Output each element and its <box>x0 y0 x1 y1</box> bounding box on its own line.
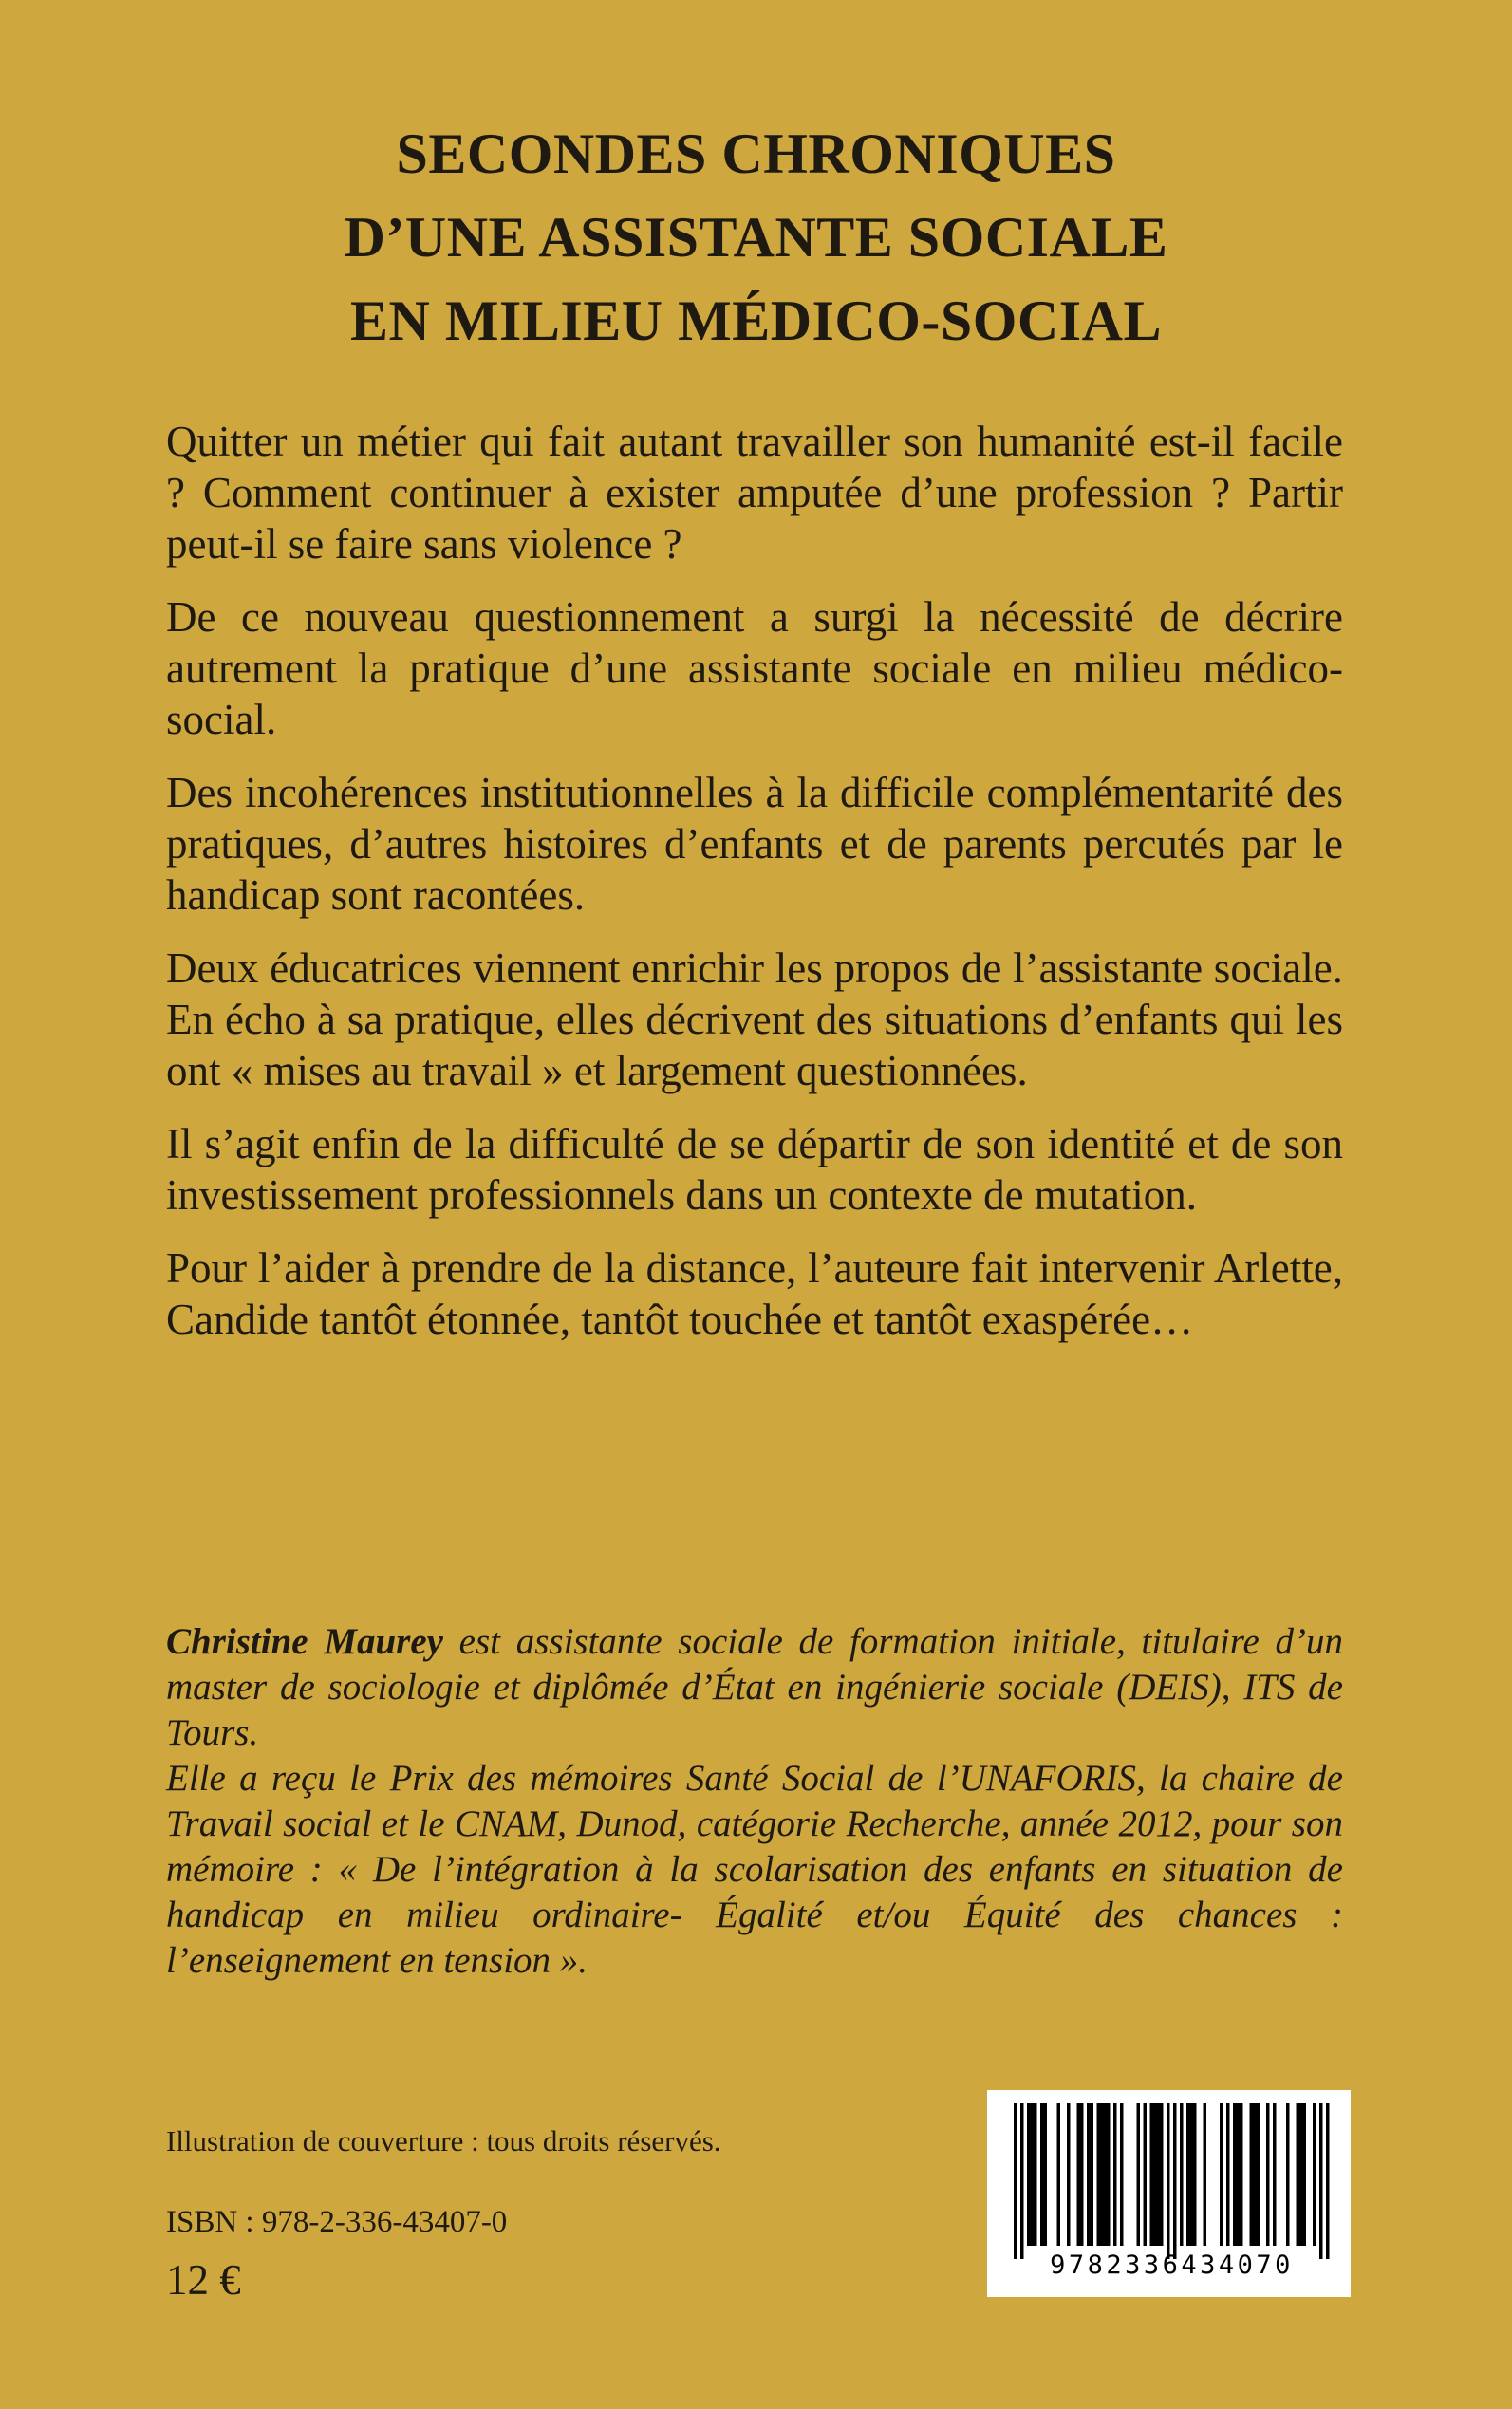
title-line-3: EN MILIEU MÉDICO-SOCIAL <box>350 289 1162 352</box>
blurb-paragraph-2: De ce nouveau questionnement a surgi la nécessité de décrire autrement la pratique d’une assistante sociale en milieu médico-social. <box>166 593 1343 743</box>
isbn: ISBN : 978-2-336-43407-0 <box>166 2205 508 2239</box>
barcode-bar <box>1237 2103 1241 2246</box>
blurb-paragraph-6: Pour l’aider à prendre de la distance, l’auteure fait intervenir Arlette, Candide tantôt étonnée, tantôt touchée et tantôt exaspérée… <box>166 1244 1343 1343</box>
barcode-bar <box>1080 2103 1084 2246</box>
barcode-bar <box>1113 2103 1117 2246</box>
barcode-bar <box>1044 2103 1048 2246</box>
barcode-bar <box>1303 2103 1307 2246</box>
bio-paragraph-1-text: est assistante sociale de formation initiale, titulaire d’un master de sociologie et diplômée d’État en ingénierie sociale (DEIS), ITS de Tours. <box>166 1621 1343 1753</box>
barcode-bar <box>1313 2103 1316 2246</box>
barcode-bar <box>1250 2103 1254 2246</box>
illustration-credit: Illustration de couverture : tous droits réservés. <box>166 2124 721 2157</box>
barcode-guard-bar <box>1319 2103 1323 2259</box>
barcode-bar <box>1273 2103 1277 2246</box>
barcode-bar <box>1297 2103 1300 2246</box>
barcode-bar <box>1233 2103 1237 2246</box>
barcode-bar <box>1286 2103 1290 2246</box>
barcode-bar <box>1104 2103 1108 2246</box>
barcode-guard-bar <box>1014 2103 1017 2259</box>
title-line-2: D’UNE ASSISTANTE SOCIALE <box>344 206 1168 269</box>
barcode-guard-bar <box>1173 2103 1177 2259</box>
barcode-bar <box>1057 2103 1061 2246</box>
barcode-bar <box>1240 2103 1243 2246</box>
bio-paragraph-1 <box>166 1619 1343 1756</box>
barcode-guard-bar <box>1020 2103 1024 2259</box>
barcode-bar <box>1204 2103 1207 2246</box>
book-title <box>0 112 1512 363</box>
barcode-bar <box>1087 2103 1091 2246</box>
barcode-bar <box>1097 2103 1101 2246</box>
barcode-bar <box>1157 2103 1161 2246</box>
barcode-bar <box>1120 2103 1124 2246</box>
barcode-guard-bar <box>1326 2103 1330 2259</box>
barcode-bar <box>1100 2103 1104 2246</box>
author-name: Christine Maurey <box>166 1621 443 1662</box>
author-bio <box>166 1619 1343 1984</box>
barcode-bar <box>1107 2103 1111 2246</box>
barcode-bar <box>1034 2103 1037 2246</box>
barcode-bar <box>1220 2103 1223 2246</box>
bio-paragraph-2: Elle a reçu le Prix des mémoires Santé Social de l’UNAFORIS, la chaire de Travail social et le CNAM, Dunod, catégorie Recherche, année 2012, pour son mémoire : « De l’intégration à la scolarisation des enfants en situation de handicap en milieu ordinaire- Égalité et/ou Équité des chances : l’enseignement en tension ». <box>166 1758 1343 1981</box>
barcode-guard-bar <box>1167 2103 1170 2259</box>
barcode-bar <box>1266 2103 1270 2246</box>
barcode-bar <box>1031 2103 1035 2246</box>
barcode-bar <box>1067 2103 1071 2246</box>
barcode-bar <box>1190 2103 1194 2246</box>
barcode-bar <box>1150 2103 1154 2246</box>
barcode-bar <box>1253 2103 1257 2246</box>
barcode-bar <box>1226 2103 1230 2246</box>
barcode-bar <box>1257 2103 1260 2246</box>
barcode-bar <box>1193 2103 1197 2246</box>
barcode-bar <box>1153 2103 1157 2246</box>
blurb-paragraph-3: Des incohérences institutionnelles à la difficile complémentarité des pratiques, d’autres histoires d’enfants et de parents percutés par le handicap sont racontées. <box>166 769 1343 919</box>
barcode-bar <box>1299 2103 1303 2246</box>
barcode-bar <box>1027 2103 1031 2246</box>
barcode-bar <box>1186 2103 1190 2246</box>
barcode-digits: 9782336434070 <box>1050 2250 1294 2280</box>
blurb-paragraph-1: Quitter un métier qui fait autant travailler son humanité est-il facile ? Comment continuer à exister amputée d’une profession ? Partir peut-il se faire sans violence ? <box>166 418 1343 568</box>
barcode-bar <box>1160 2103 1164 2246</box>
barcode-bar <box>1091 2103 1094 2246</box>
title-line-1: SECONDES CHRONIQUES <box>396 122 1116 185</box>
price: 12 € <box>166 2256 241 2304</box>
blurb-paragraph-5: Il s’agit enfin de la difficulté de se départir de son identité et de son investissement professionnels dans un contexte de mutation. <box>166 1120 1343 1219</box>
barcode-bar <box>1040 2103 1044 2246</box>
barcode <box>987 2090 1351 2297</box>
barcode-bar <box>1180 2103 1184 2246</box>
blurb <box>166 416 1343 1367</box>
barcode-bar <box>1137 2103 1141 2246</box>
barcode-bar <box>1077 2103 1081 2246</box>
barcode-bar <box>1144 2103 1148 2246</box>
blurb-paragraph-4: Deux éducatrices viennent enrichir les propos de l’assistante sociale. En écho à sa pratique, elles décrivent des situations d’enfants qui les ont « mises au travail » et largement questionnées. <box>166 944 1343 1094</box>
